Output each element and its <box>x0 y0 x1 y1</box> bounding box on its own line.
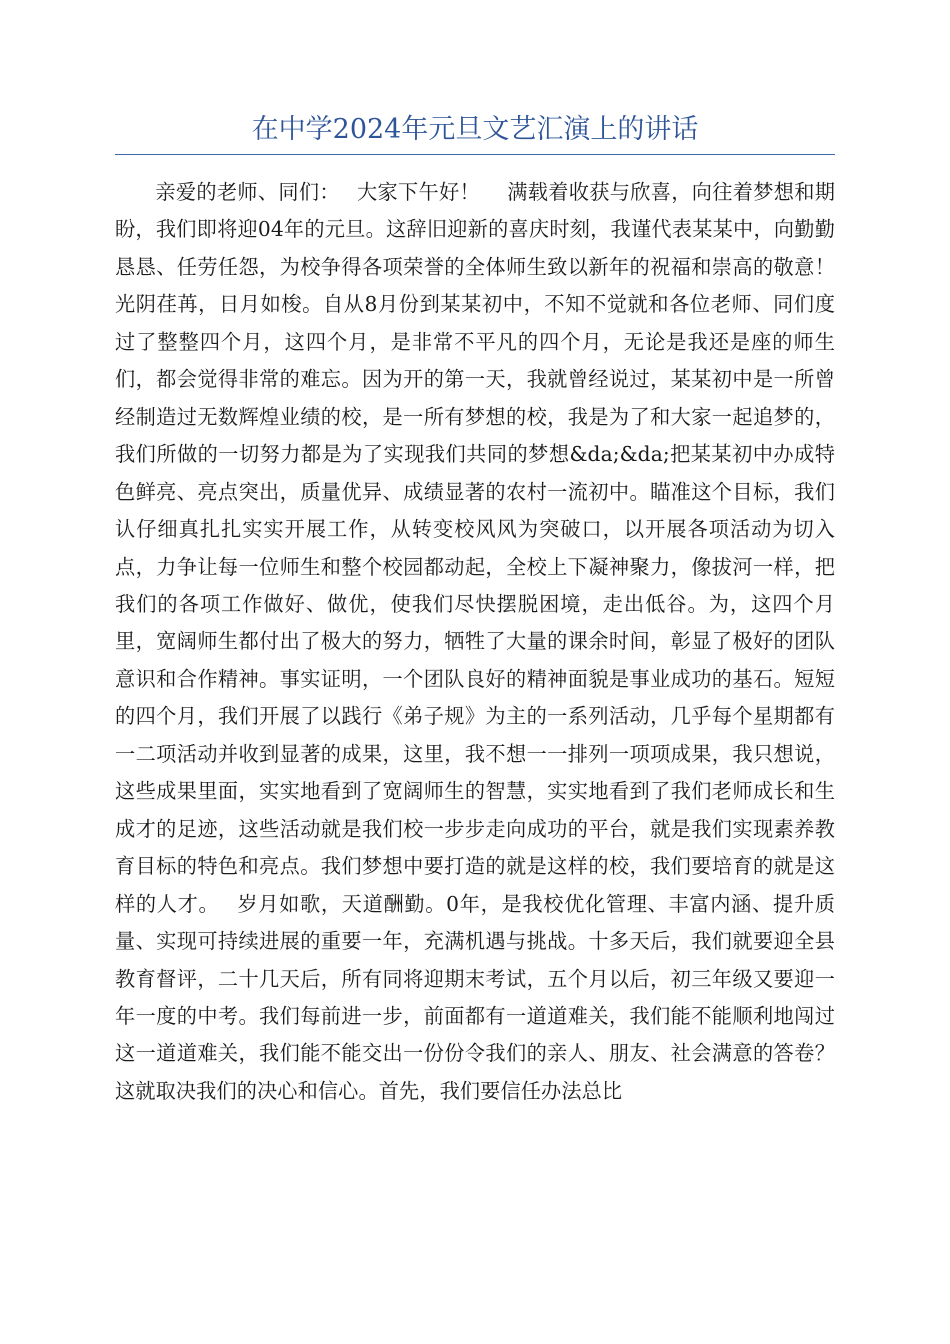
title-underline <box>115 154 835 155</box>
speech-body-paragraph: 亲爱的老师、同们： 大家下午好！ 满载着收获与欣喜，向往着梦想和期盼，我们即将迎04年的元旦。这辞旧迎新的喜庆时刻，我谨代表某某中，向勤勤恳恳、任劳任怨，为校争得各项荣誉的全体师生致以新年的祝福和崇高的敬意！ 光阴荏苒，日月如梭。自从8月份到某某初中，不知不觉就和各位老师、同们度过了整整四个月，这四个月，是非常不平凡的四个月，无论是我还是座的师生们，都会觉得非常的难忘。因为开的第一天，我就曾经说过，某某初中是一所曾经制造过无数辉煌业绩的校，是一所有梦想的校，我是为了和大家一起追梦的，我们所做的一切努力都是为了实现我们共同的梦想&da;&da;把某某初中办成特色鲜亮、亮点突出，质量优异、成绩显著的农村一流初中。瞄准这个目标，我们认仔细真扎扎实实开展工作，从转变校风风为突破口，以开展各项活动为切入点，力争让每一位师生和整个校园都动起，全校上下凝神聚力，像拔河一样，把我们的各项工作做好、做优，使我们尽快摆脱困境，走出低谷。为，这四个月里，宽阔师生都付出了极大的努力，牺牲了大量的课余时间，彰显了极好的团队意识和合作精神。事实证明，一个团队良好的精神面貌是事业成功的基石。短短的四个月，我们开展了以践行《弟子规》为主的一系列活动，几乎每个星期都有一二项活动并收到显著的成果，这里，我不想一一排列一项项成果，我只想说，这些成果里面，实实地看到了宽阔师生的智慧，实实地看到了我们老师成长和生成才的足迹，这些活动就是我们校一步步走向成功的平台，就是我们实现素养教育目标的特色和亮点。我们梦想中要打造的就是这样的校，我们要培育的就是这样的人才。 岁月如歌，天道酬勤。0年，是我校优化管理、丰富内涵、提升质量、实现可持续进展的重要一年，充满机遇与挑战。十多天后，我们就要迎全县教育督评，二十几天后，所有同将迎期末考试，五个月以后，初三年级又要迎一年一度的中考。我们每前进一步，前面都有一道道难关，我们能不能顺利地闯过这一道道难关，我们能不能交出一份份令我们的亲人、朋友、社会满意的答卷？这就取决我们的决心和信心。首先，我们要信任办法总比 <box>115 180 862 1103</box>
document-title: 在中学2024年元旦文艺汇演上的讲话 <box>251 114 699 145</box>
